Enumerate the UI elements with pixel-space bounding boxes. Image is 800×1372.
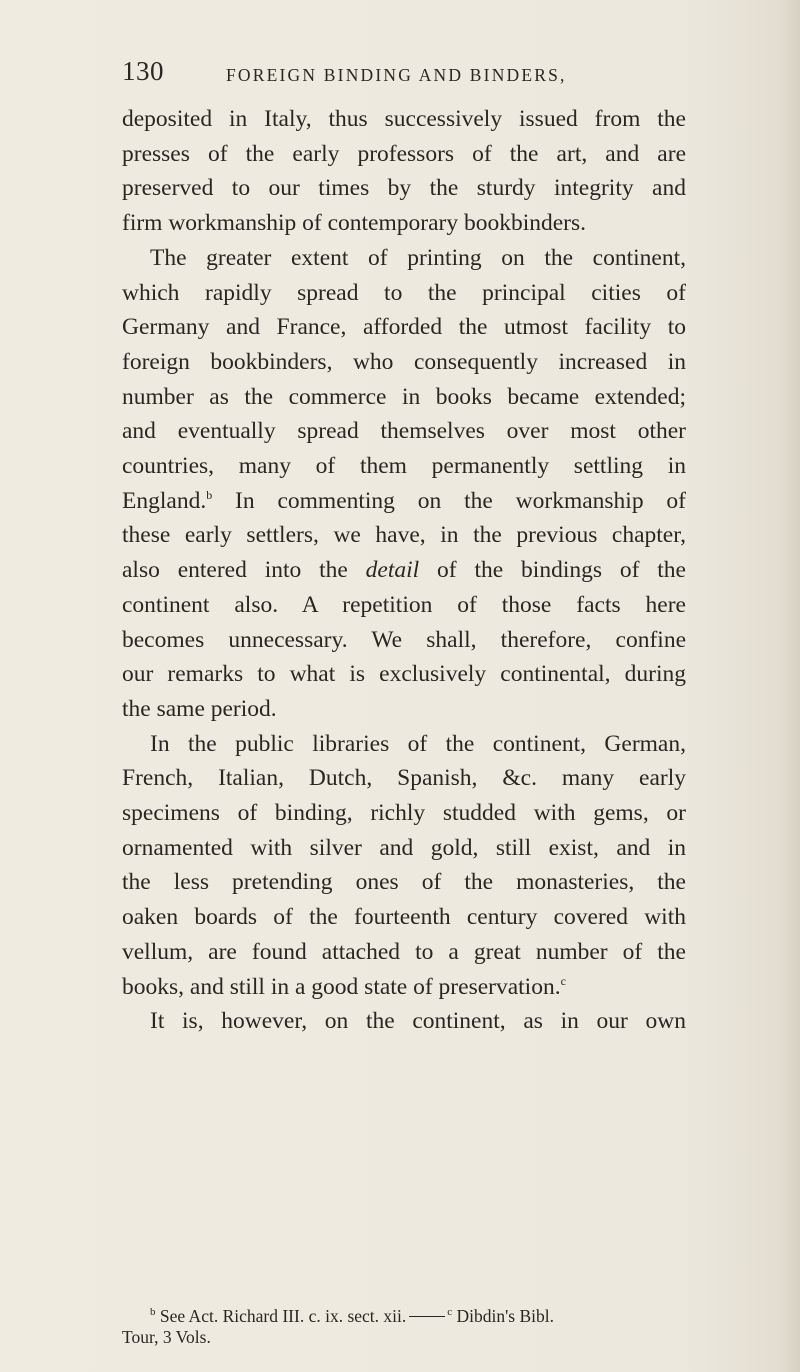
running-head: FOREIGN BINDING AND BINDERS, [226,65,567,85]
text-line: specimens of binding, richly studded with gems, or [122,800,686,827]
text-line: and eventually spread themselves over most other [122,418,686,445]
text-line [122,484,686,519]
footnote-line: Tour, 3 Vols. [122,1327,211,1347]
text-line: deposited in Italy, thus successively issued from the [122,106,686,132]
text-line: countries, many of them permanently settling in [122,453,686,480]
text-line: preserved to our times by the sturdy integrity and [122,175,686,202]
text-line: our remarks to what is exclusively continental, during [122,661,686,688]
text-line: foreign bookbinders, who consequently increased in [122,348,686,375]
footnote-mark-b: b [150,1306,156,1318]
paragraph-2 [122,241,686,727]
text-line: becomes unnecessary. We shall, therefore, confine [122,626,686,653]
page-header [122,56,682,96]
text-line: vellum, are found attached to a great number of the [122,938,686,965]
italic-word: detail [365,557,420,584]
line-text: England. [122,487,207,514]
text-line: these early settlers, we have, in the previous chapter, [122,522,686,549]
text-line: The greater extent of printing on the continent, [150,244,686,271]
text-line: firm workmanship of contemporary bookbinders. [122,210,587,237]
page-number: 130 [122,56,164,86]
line-text: books, and still in a good state of preservation. [122,973,561,1000]
footnote-c-text: Dibdin's Bibl. [456,1306,555,1326]
line-text: In commenting on the workmanship of [212,487,686,514]
text-line: the same period. [122,695,277,722]
paragraph-4 [122,1004,686,1039]
page-edge-shadow [782,0,800,1372]
footnotes [122,1306,686,1348]
text-line: presses of the early professors of the art, and are [122,140,686,167]
paragraph-1 [122,102,686,241]
text-line: In the public libraries of the continent, German, [150,730,686,757]
text-line: It is, however, on the continent, as in our own [150,1008,686,1035]
text-line: continent also. A repetition of those facts here [122,591,686,618]
text-line: number as the commerce in books became extended; [122,383,686,410]
line-text: also entered into the [122,557,366,584]
text-line: Germany and France, afforded the utmost facility to [122,314,686,341]
footnote-separator-rule [409,1316,445,1317]
body-text [122,102,686,1039]
footnote-b-text: See Act. Richard III. c. ix. sect. xii. [159,1306,407,1326]
footnote-mark-c: c [447,1306,453,1318]
footnote-ref-b: b [206,487,213,502]
footnote-line [122,1306,686,1327]
text-line: oaken boards of the fourteenth century covered with [122,904,686,931]
paragraph-3 [122,727,686,1005]
footnote-ref-c: c [560,973,566,988]
text-line: the less pretending ones of the monasteries, the [122,869,686,896]
text-line [122,553,686,588]
text-line: which rapidly spread to the principal cities of [122,279,686,306]
text-line: ornamented with silver and gold, still exist, and in [122,834,686,861]
text-line: French, Italian, Dutch, Spanish, &c. many early [122,765,686,792]
text-line [122,970,686,1005]
line-text: of the bindings of the [419,557,686,584]
